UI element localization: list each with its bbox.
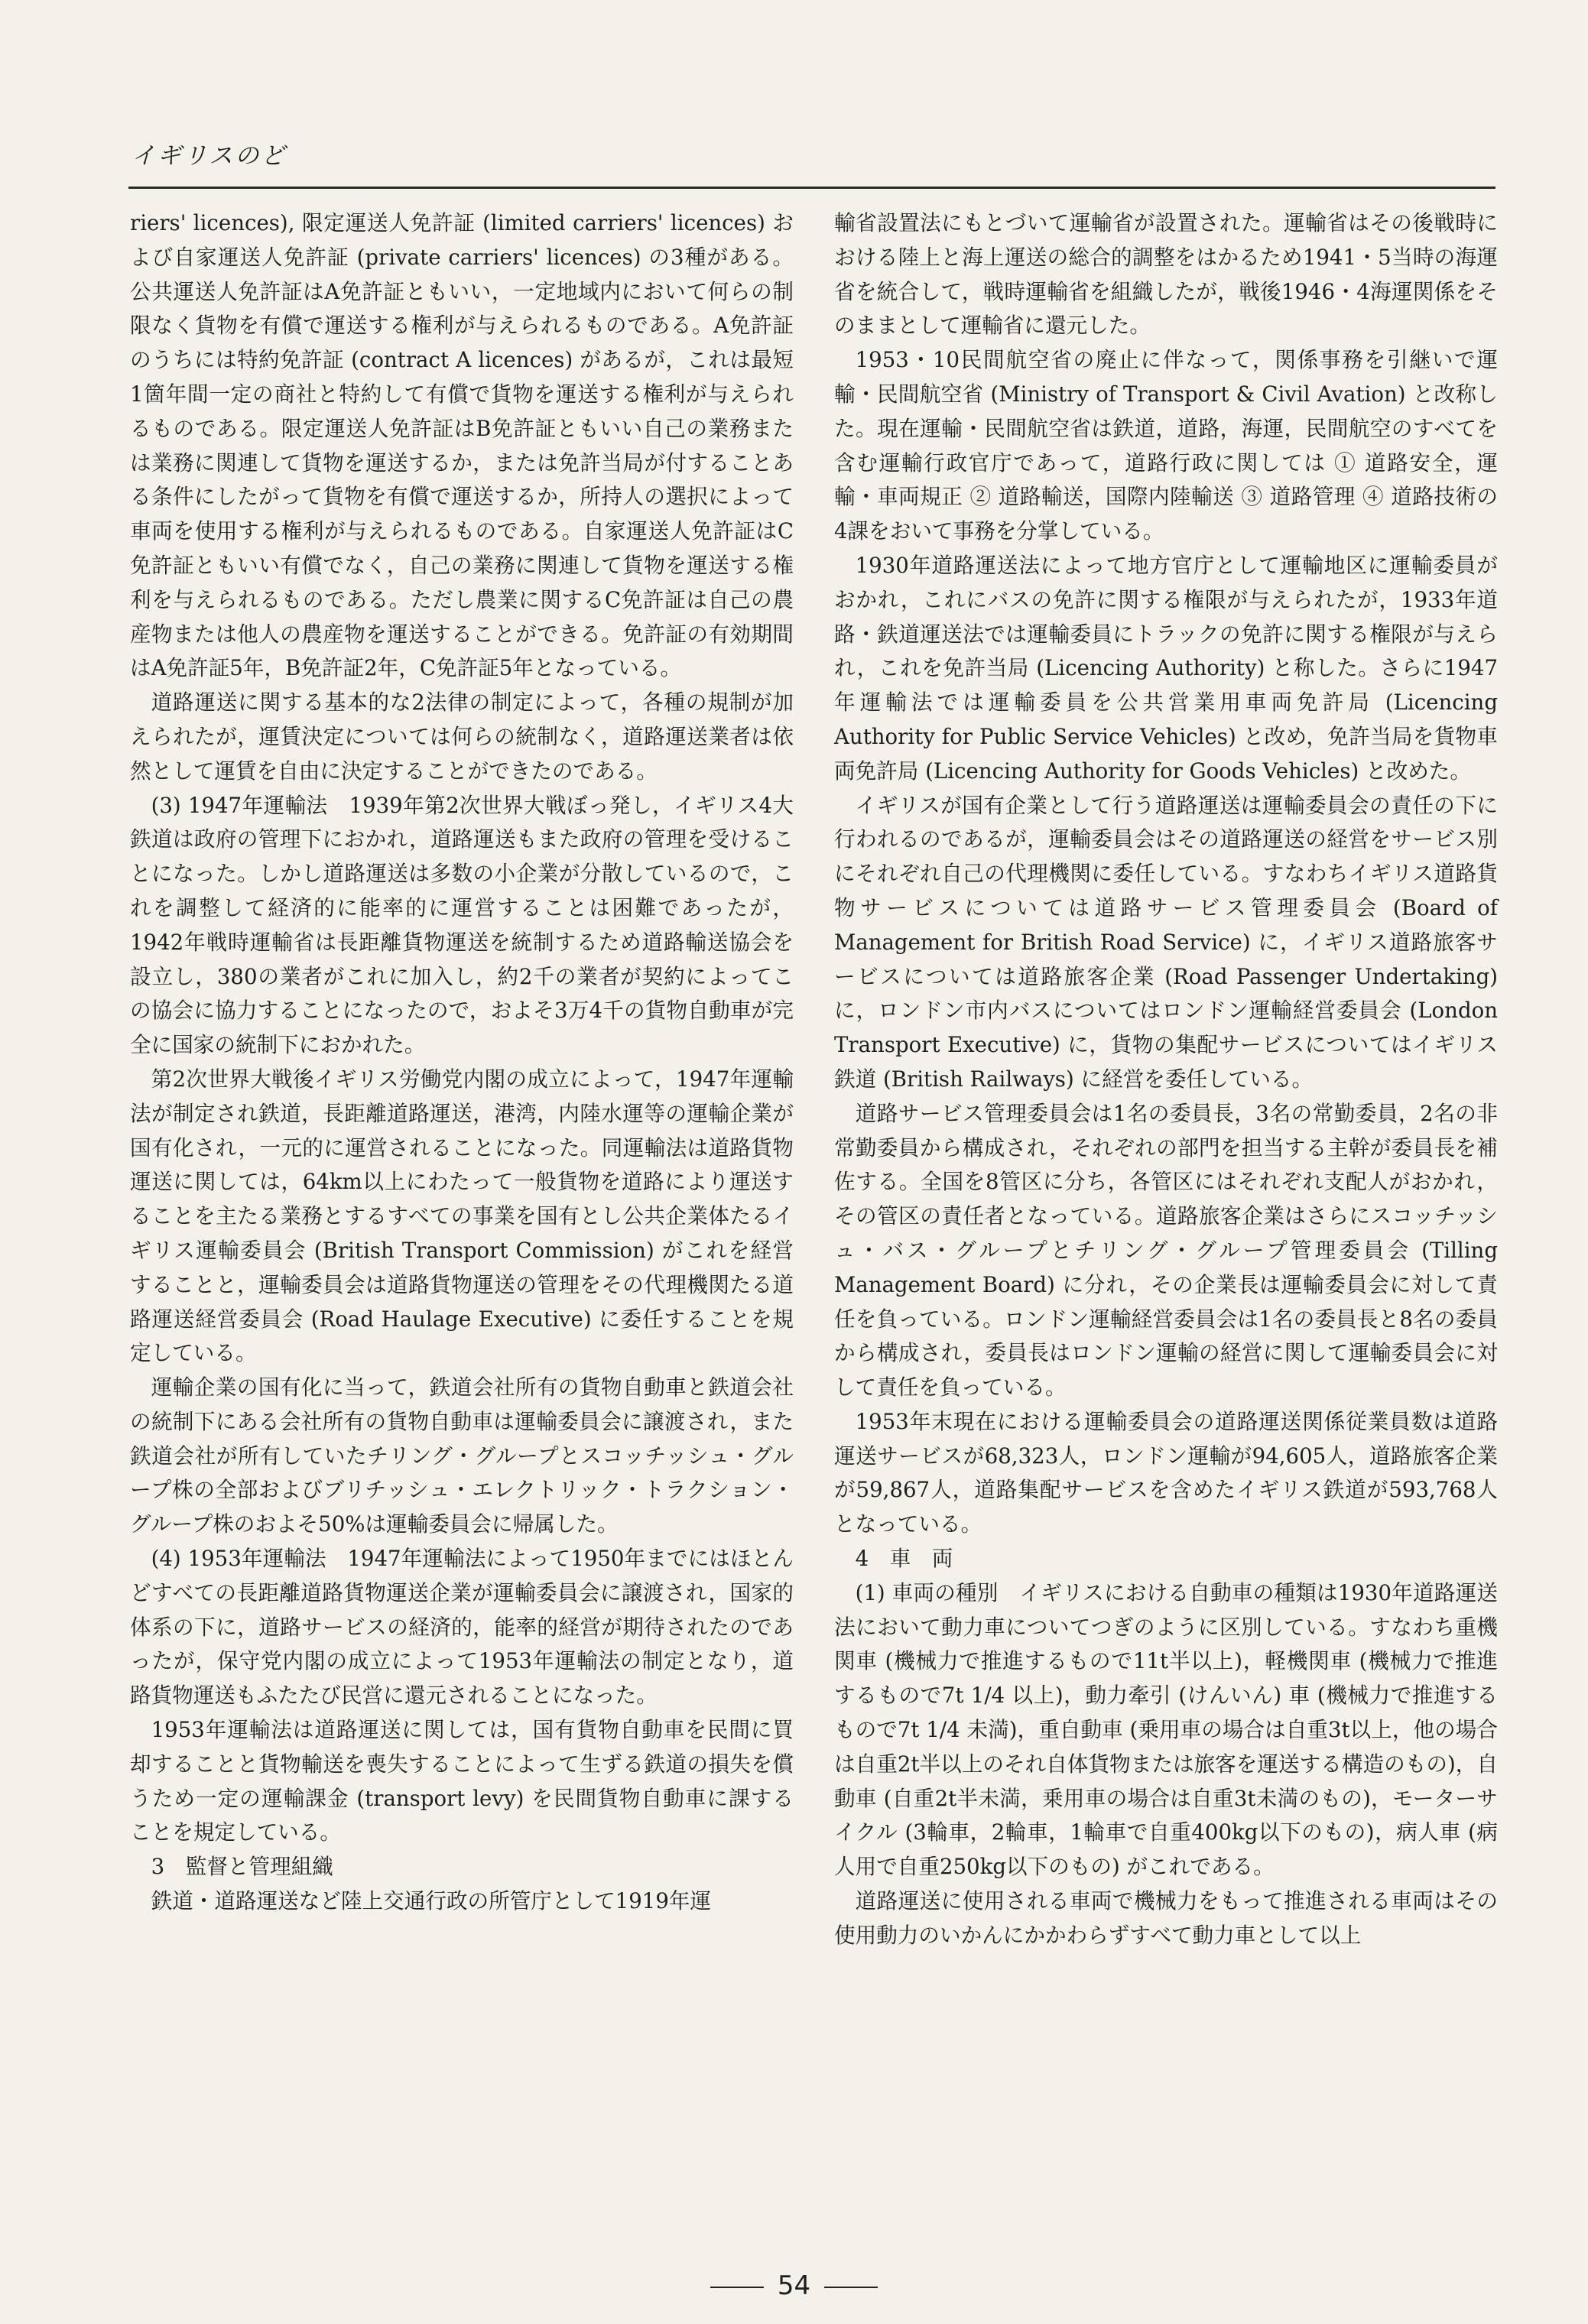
running-header: イギリスのど xyxy=(132,142,287,170)
paragraph: 1930年道路運送法によって地方官庁として運輸地区に運輸委員がおかれ，これにバスの免許に関する権限が与えられたが，1933年道路・鉄道運送法では運輸委員にトラックの免許に関する権限が与えられ，これを免許当局 (Licencing Authority) と称した。さらに1947年運輸法では運輸委員を公共営業用車両免許局 (Licencing Authority for Public Service Vehicles) と改め，免許当局を貨物車両免許局 (Licencing Authority for Goods Vehicles) と改めた。 xyxy=(834,552,1498,784)
paragraph: 1953年末現在における運輸委員会の道路運送関係従業員数は道路運送サービスが68,323人，ロンドン運輸が94,605人，道路旅客企業が59,867人，道路集配サービスを含めたイギリス鉄道が593,768人となっている。 xyxy=(834,1408,1498,1537)
paragraph: 第2次世界大戦後イギリス労働党内閣の成立によって，1947年運輸法が制定され鉄道，長距離道路運送，港湾，内陸水運等の運輸企業が国有化され，一元的に運営されることになった。同運輸法は道路貨物運送に関しては，64km以上にわたって一般貨物を道路により運送することを主たる業務とするすべての事業を国有とし公共企業体たるイギリス運輸委員会 (British Transport Commission) がこれを経営することと，運輸委員会は道路貨物運送の管理をその代理機関たる道路運送経営委員会 (Road Haulage Executive) に委任することを規定している。 xyxy=(130,1066,794,1366)
paragraph: 1953・10民間航空省の廃止に伴なって，関係事務を引継いで運輸・民間航空省 (Ministry of Transport & Civil Avation) と改称した。現在運輸・民間航空省は鉄道，道路，海運，民間航空のすべてを含む運輸行政官庁であって，道路行政に関しては ① 道路安全，運輸・車両規正 ② 道路輸送，国際内陸輸送 ③ 道路管理 ④ 道路技術の4課をおいて事務を分掌している。 xyxy=(834,347,1498,544)
paragraph: 1953年運輸法は道路運送に関しては，国有貨物自動車を民間に買却することと貨物輸送を喪失することによって生ずる鉄道の損失を償うため一定の運輸課金 (transport levy) を民間貨物自動車に課することを規定している。 xyxy=(130,1717,794,1845)
paragraph: 鉄道・道路運送など陸上交通行政の所管庁として1919年運 xyxy=(151,1888,712,1914)
paragraph: 運輸企業の国有化に当って，鉄道会社所有の貨物自動車と鉄道会社の統制下にある会社所有の貨物自動車は運輸委員会に譲渡され，また鉄道会社が所有していたチリング・グループとスコッチッシュ・グループ株の全部およびブリチッシュ・エレクトリック・トラクション・グループ株のおよそ50%は運輸委員会に帰属した。 xyxy=(130,1375,794,1537)
paragraph: (3) 1947年運輸法 1939年第2次世界大戦ぼっ発し，イギリス4大鉄道は政府の管理下におかれ，道路運送もまた政府の管理を受けることになった。しかし道路運送は多数の小企業が分散しているので，これを調整して経済的に能率的に運営することは困難であったが，1942年戦時運輸省は長距離貨物運送を統制するため道路輸送協会を設立し，380の業者がこれに加入し，約2千の業者が契約によってこの協会に協力することになったので，およそ3万4千の貨物自動車が完全に国家の統制下におかれた。 xyxy=(130,792,794,1058)
page-number-footer xyxy=(0,2270,1588,2301)
paragraph: (4) 1953年運輸法 1947年運輸法によって1950年までにはほとんどすべての長距離道路貨物運送企業が運輸委員会に譲渡され，国家的体系の下に，道路サービスの経済的，能率的経営が期待されたのであったが，保守党内閣の成立によって1953年運輸法の制定となり，道路貨物運送もふたたび民営に還元されることになった。 xyxy=(130,1546,794,1709)
paragraph: 道路運送に使用される車両で機械力をもって推進される車両はその使用動力のいかんにかかわらずすべて動力車として以上 xyxy=(834,1888,1498,1948)
section-heading: 3 監督と管理組織 xyxy=(151,1854,333,1880)
dash-right xyxy=(824,2287,878,2288)
section-heading: 4 車 両 xyxy=(855,1546,953,1572)
paragraph: (1) 車両の種別 イギリスにおける自動車の種類は1930年道路運送法において動力車についてつぎのように区別している。すなわち重機関車 (機械力で推進するもので11t半以上)，軽機関車 (機械力で推進するもので7t 1/4 以上)，動力牽引 (けんいん) 車 (機械力で推進するもので7t 1/4 未満)，重自動車 (乗用車の場合は自重3t以上，他の場合は自重2t半以上のそれ自体貨物または旅客を運送する構造のもの)，自動車 (自重2t半未満，乗用車の場合は自重3t未満のもの)，モーターサイクル (3輪車，2輪車，1輪車で自重400kg以下のもの)，病人車 (病人用で自重250kg以下のもの) がこれである。 xyxy=(834,1579,1498,1880)
header-rule xyxy=(128,187,1495,189)
paragraph: riers' licences), 限定運送人免許証 (limited carriers' licences) および自家運送人免許証 (private carriers' licences) の3種がある。公共運送人免許証はA免許証ともいい，一定地域内において何らの制限なく貨物を有償で運送する権利が与えられるものである。A免許証のうちには特約免許証 (contract A licences) があるが，これは最短1箇年間一定の商社と特約して有償で貨物を運送する権利が与えられるものである。限定運送人免許証はB免許証ともいい自己の業務または業務に関連して貨物を運送するか，または免許当局が付することある条件にしたがって貨物を有償で運送するか，所持人の選択によって車両を使用する権利が与えられるものである。自家運送人免許証はC免許証ともいい有償でなく，自己の業務に関連して貨物を運送する権利を与えられるものである。ただし農業に関するC免許証は自己の農産物または他人の農産物を運送することができる。免許証の有効期間はA免許証5年，B免許証2年，C免許証5年となっている。 xyxy=(130,210,794,681)
paragraph: 道路運送に関する基本的な2法律の制定によって，各種の規制が加えられたが，運賃決定については何らの統制なく，道路運送業者は依然として運賃を自由に決定することができたのである。 xyxy=(130,690,794,784)
dash-left xyxy=(710,2287,764,2288)
page-number: 54 xyxy=(777,2270,811,2301)
paragraph: イギリスが国有企業として行う道路運送は運輸委員会の責任の下に行われるのであるが，運輸委員会はその道路運送の経営をサービス別にそれぞれ自己の代理機関に委任している。すなわちイギリス道路貨物サービスについては道路サービス管理委員会 (Board of Management for British Road Service) に，イギリス道路旅客サービスについては道路旅客企業 (Road Passenger Undertaking) に，ロンドン市内バスについてはロンドン運輸経営委員会 (London Transport Executive) に，貨物の集配サービスについてはイギリス鉄道 (British Railways) に経営を委任している。 xyxy=(834,792,1498,1092)
right-column xyxy=(834,206,1498,1953)
paragraph: 輸省設置法にもとづいて運輸省が設置された。運輸省はその後戦時における陸上と海上運送の総合的調整をはかるため1941・5当時の海運省を統合して，戦時運輸省を組織したが，戦後1946・4海運関係をそのままとして運輸省に還元した。 xyxy=(834,210,1498,339)
left-column xyxy=(130,206,794,1919)
paragraph: 道路サービス管理委員会は1名の委員長，3名の常勤委員，2名の非常勤委員から構成され，それぞれの部門を担当する主幹が委員長を補佐する。全国を8管区に分ち，各管区にはそれぞれ支配人がおかれ，その管区の責任者となっている。道路旅客企業はさらにスコッチッシュ・バス・グループとチリング・グループ管理委員会 (Tilling Management Board) に分れ，その企業長は運輸委員会に対して責任を負っている。ロンドン運輸経営委員会は1名の委員長と8名の委員から構成され，委員長はロンドン運輸の経営に関して運輸委員会に対して責任を負っている。 xyxy=(834,1100,1498,1401)
